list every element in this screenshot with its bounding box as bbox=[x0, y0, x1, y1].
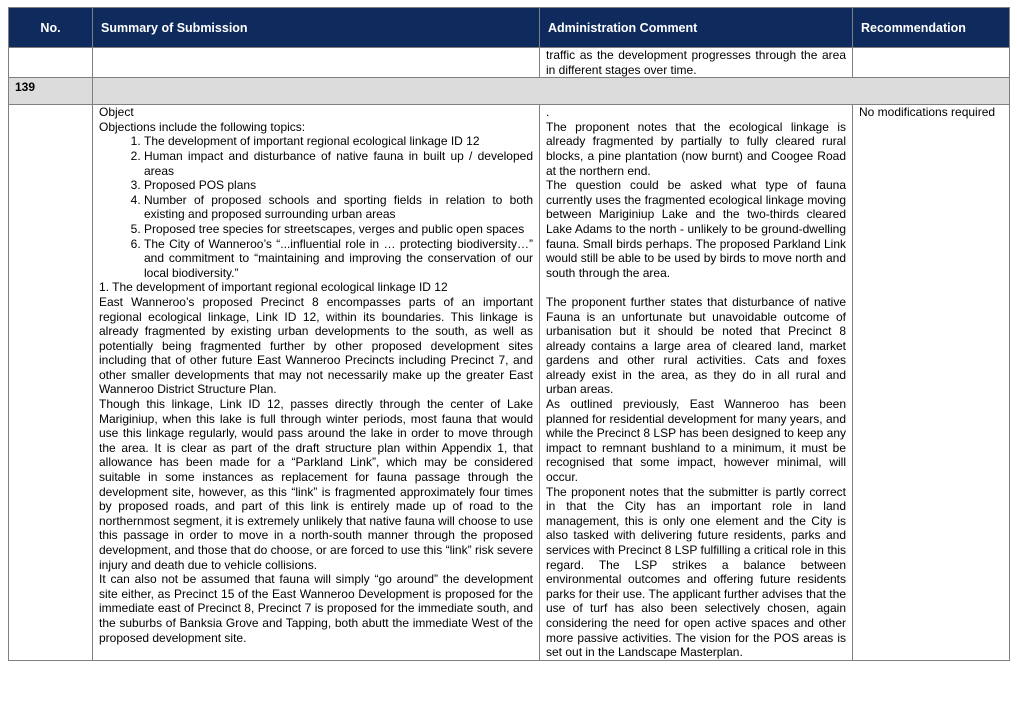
submission-number: 139 bbox=[9, 78, 93, 105]
continued-comment-cell bbox=[540, 48, 853, 78]
submissions-table-page bbox=[8, 7, 1009, 661]
table-row-submission-139 bbox=[9, 105, 1010, 661]
list-item: 1. The development of important regional ecological linkage ID 12 bbox=[144, 134, 533, 149]
summary-section-title: 1. The development of important regional ecological linkage ID 12 bbox=[99, 280, 448, 295]
recommendation-text: No modifications required bbox=[859, 105, 996, 120]
summary-cell bbox=[93, 105, 540, 661]
continued-comment-text: traffic as the development progresses through the area in different stages over time. bbox=[546, 48, 846, 77]
comment-paragraph: The proponent notes that the submitter is partly correct in that the City has an important role in land management, this is only one element and the City is also tasked with delivering future residents, parks and services with Precinct 8 LSP fulfilling a critical role in this regard. The LSP strikes a balance between environmental outcomes and offering future residents parks for their use. The applicant further advises that the use of turf has also been selectively chosen, again considering the need for open active spaces and other more passive activities. The vision for the POS areas is set out in the Landscape Masterplan. bbox=[546, 484, 846, 660]
table-row-continued bbox=[9, 48, 1010, 78]
submission-no-cell bbox=[9, 105, 93, 661]
comment-paragraph: As outlined previously, East Wanneroo has been planned for residential development for many years, and while the Precinct 8 LSP has been designed to keep any impact to remnant bushland to a minimum, it must be recognised that some impact, however minimal, will occur. bbox=[546, 397, 846, 485]
comment-paragraph: The proponent notes that the ecological linkage is already fragmented by partially to fully cleared rural blocks, a pine plantation (now burnt) and Coogee Road at the northern end. bbox=[546, 119, 846, 178]
comment-paragraph: The question could be asked what type of fauna currently uses the fragmented ecological linkage moving between Mariginiup Lake and the two-thirds cleared Lake Adams to the north - unlikely to be ground-dwelling fauna. Small birds perhaps. The proposed Parkland Link would still be able to be used by birds to move north and south through the area. bbox=[546, 178, 846, 280]
summary-paragraph: Though this linkage, Link ID 12, passes directly through the center of Lake Mariginiup, when this lake is full through winter periods, most fauna that would use this linkage regularly, would pass around the lake in order to move through the area. It is clear as part of the draft structure plan within Appendix 1, that allowance has been made for a “Parkland Link”, which may be considered suitable in some instances as replacement for fauna passage through the development site, however, as this “link” is fragmented approximately four times by proposed roads, and part of this link is entirely made up of road to the northernmost segment, it is extremely unlikely that native fauna will choose to use this passage in order to move in a north-south manner through the proposed development, and those that do choose, or are forced to use this “link” risk severe injury and death due to vehicle collisions. bbox=[99, 397, 533, 572]
submissions-table bbox=[8, 7, 1010, 661]
list-item: 2. Human impact and disturbance of native fauna in built up / developed areas bbox=[144, 149, 533, 178]
submission-number-row-fill bbox=[93, 78, 1010, 105]
list-item: 4. Number of proposed schools and sporting fields in relation to both existing and proposed surrounding urban areas bbox=[144, 193, 533, 222]
comment-paragraph: The proponent further states that disturbance of native Fauna is an unfortunate but unavoidable outcome of urbanisation but it should be noted that Precinct 8 already contains a large area of cleared land, market gardens and other rural activities. Cats and foxes already exist in the area, as they do in all rural and urban areas. bbox=[546, 294, 846, 397]
list-item: 6. The City of Wanneroo’s “...influential role in … protecting biodiversity…” and commitment to “maintaining and improving the conservation of our local biodiversity.” bbox=[144, 237, 533, 281]
header-comment: Administration Comment bbox=[540, 8, 853, 48]
comment-dot: . bbox=[546, 105, 550, 120]
paragraph-gap bbox=[546, 280, 846, 295]
continued-recommendation-cell bbox=[853, 48, 1010, 78]
continued-summary-cell bbox=[93, 48, 540, 78]
topics-list bbox=[99, 134, 533, 280]
table-header-row bbox=[9, 8, 1010, 48]
recommendation-cell bbox=[853, 105, 1010, 661]
summary-heading: Object bbox=[99, 105, 134, 120]
summary-intro: Objections include the following topics: bbox=[99, 119, 306, 134]
summary-paragraph: East Wanneroo’s proposed Precinct 8 encompasses parts of an important regional ecological linkage, Link ID 12, within its boundaries. This linkage is already fragmented by existing urban developments to the south, as well as potentially being fragmented further by other proposed development sites including that of other future East Wanneroo Precincts including Precinct 7, and other smaller developments that may not necessarily make up the greater East Wanneroo District Structure Plan. bbox=[99, 294, 533, 397]
list-item: 3. Proposed POS plans bbox=[144, 178, 533, 193]
header-summary: Summary of Submission bbox=[93, 8, 540, 48]
submission-number-row bbox=[9, 78, 1010, 105]
list-item: 5. Proposed tree species for streetscapes, verges and public open spaces bbox=[144, 222, 533, 237]
continued-no-cell bbox=[9, 48, 93, 78]
summary-paragraph: It can also not be assumed that fauna will simply “go around” the development site either, as Precinct 15 of the East Wanneroo Development is proposed for the immediate east of Precinct 8, Precinct 7 is proposed for the immediate south, and the suburbs of Banksia Grove and Tapping, both abutt the immediate West of the proposed development site. bbox=[99, 572, 533, 645]
header-no: No. bbox=[9, 8, 93, 48]
header-recommendation: Recommendation bbox=[853, 8, 1010, 48]
comment-cell bbox=[540, 105, 853, 661]
